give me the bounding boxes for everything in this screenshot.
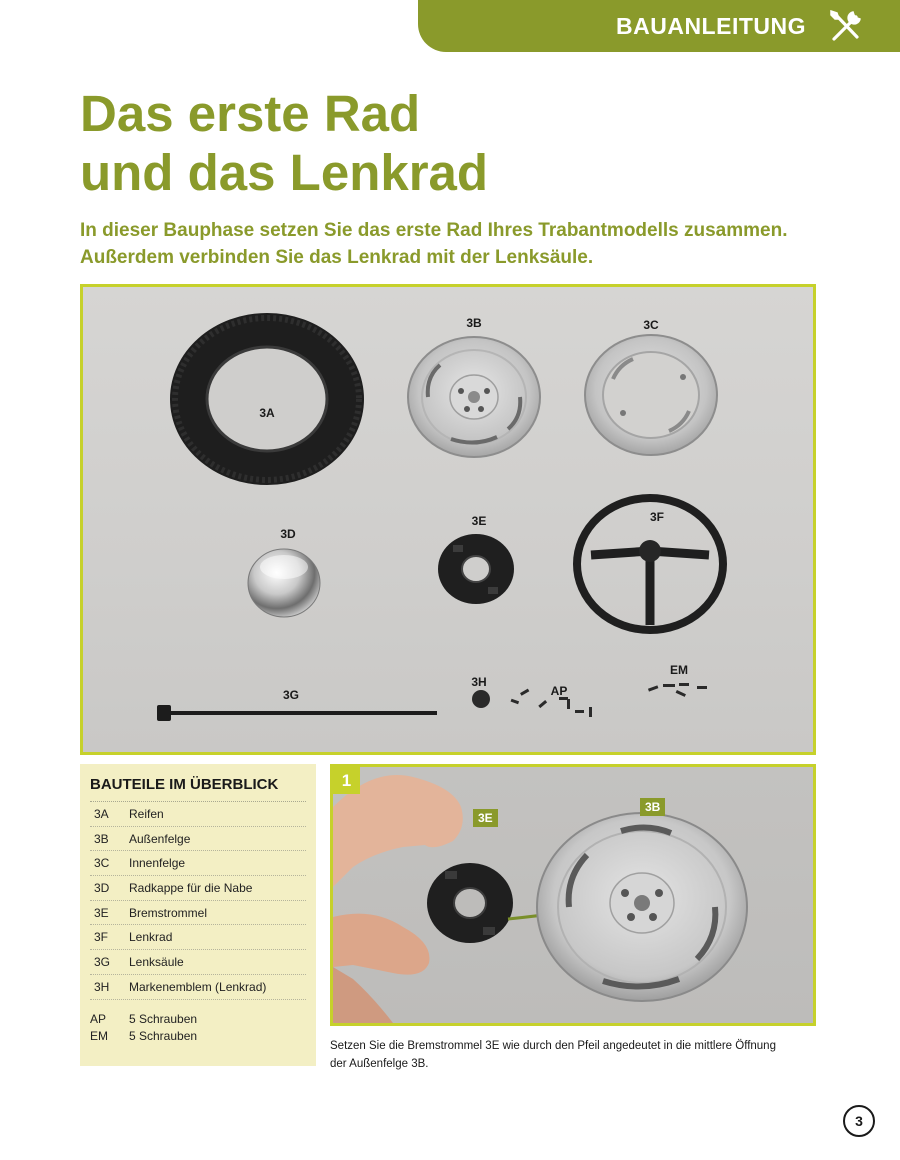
- hubcap-3d: [248, 549, 320, 617]
- brake-drum: [427, 863, 513, 943]
- label-3b: 3B: [466, 316, 482, 330]
- part-code: 3B: [94, 831, 109, 846]
- intro-text: [80, 217, 860, 271]
- part-name: Radkappe für die Nabe: [129, 880, 253, 895]
- list-item: [90, 1028, 306, 1045]
- step-number: 1: [333, 767, 360, 794]
- parts-illustration: [83, 287, 813, 752]
- step-1-photo: [330, 764, 816, 1026]
- list-item: [90, 851, 306, 876]
- part-code: 3E: [94, 905, 109, 920]
- label-3g: 3G: [282, 688, 300, 702]
- title-line-2: und das Lenkrad: [80, 144, 489, 201]
- part-code: EM: [90, 1029, 108, 1043]
- label-3f: 3F: [649, 510, 665, 524]
- caption-line-2: der Außenfelge 3B.: [330, 1058, 429, 1070]
- part-code: 3C: [94, 856, 110, 871]
- tools-icon: [826, 6, 866, 46]
- part-name: Reifen: [129, 806, 164, 821]
- tag-3b: 3B: [640, 798, 665, 816]
- part-name: Markenemblem (Lenkrad): [129, 979, 267, 994]
- steering-column-3g: [157, 705, 437, 721]
- section-header-tab: [418, 0, 900, 52]
- emblem-3h: [472, 690, 490, 708]
- list-item: [90, 925, 306, 950]
- part-code: 3H: [94, 979, 110, 994]
- part-name: Lenkrad: [129, 930, 173, 945]
- page-number: 3: [843, 1105, 875, 1137]
- part-name: Innenfelge: [129, 856, 186, 871]
- list-item: [90, 802, 306, 827]
- part-code: 3F: [94, 930, 109, 945]
- step-1-caption: [330, 1037, 816, 1073]
- outer-rim-3b: [408, 337, 540, 457]
- inner-rim-3c: [585, 335, 717, 455]
- outer-rim: [537, 813, 747, 1001]
- part-code: 3A: [94, 806, 109, 821]
- step-1-illustration: [333, 767, 813, 1023]
- part-name: Bremstrommel: [129, 905, 208, 920]
- page-title: [80, 84, 780, 202]
- label-3d: 3D: [280, 527, 296, 541]
- part-code: 3G: [94, 954, 111, 969]
- parts-list: [90, 802, 306, 1000]
- screws-em: [648, 683, 707, 697]
- part-name: Außenfelge: [129, 831, 191, 846]
- title-line-1: Das erste Rad: [80, 85, 421, 142]
- part-name: 5 Schrauben: [129, 1029, 198, 1043]
- intro-line-2: Außerdem verbinden Sie das Lenkrad mit der Lenksäule.: [80, 247, 594, 268]
- label-3h: 3H: [471, 675, 487, 689]
- parts-extra-list: [90, 1011, 306, 1045]
- part-name: 5 Schrauben: [129, 1012, 198, 1026]
- parts-photo: [80, 284, 816, 755]
- brake-drum-3e: [438, 534, 514, 604]
- tire-3a: [170, 313, 364, 485]
- label-em: EM: [670, 663, 688, 677]
- part-name: Lenksäule: [129, 954, 184, 969]
- part-code: AP: [90, 1012, 107, 1026]
- list-item: [90, 950, 306, 975]
- parts-overview-title: BAUTEILE IM ÜBERBLICK: [90, 772, 306, 802]
- list-item: [90, 901, 306, 926]
- label-3c: 3C: [643, 318, 659, 332]
- list-item: [90, 827, 306, 852]
- tag-3e: 3E: [473, 809, 498, 827]
- label-ap: AP: [550, 684, 568, 698]
- label-3e: 3E: [471, 514, 487, 528]
- section-label: BAUANLEITUNG: [616, 12, 806, 39]
- caption-line-1: Setzen Sie die Bremstrommel 3E wie durch den Pfeil angedeutet in die mittlere Öffnung: [330, 1040, 776, 1052]
- list-item: [90, 876, 306, 901]
- list-item: [90, 975, 306, 1000]
- list-item: [90, 1011, 306, 1028]
- label-3a: 3A: [259, 406, 275, 420]
- part-code: 3D: [94, 880, 110, 895]
- parts-overview-box: [80, 764, 316, 1066]
- intro-line-1: In dieser Bauphase setzen Sie das erste Rad Ihres Trabantmodells zusammen.: [80, 220, 788, 241]
